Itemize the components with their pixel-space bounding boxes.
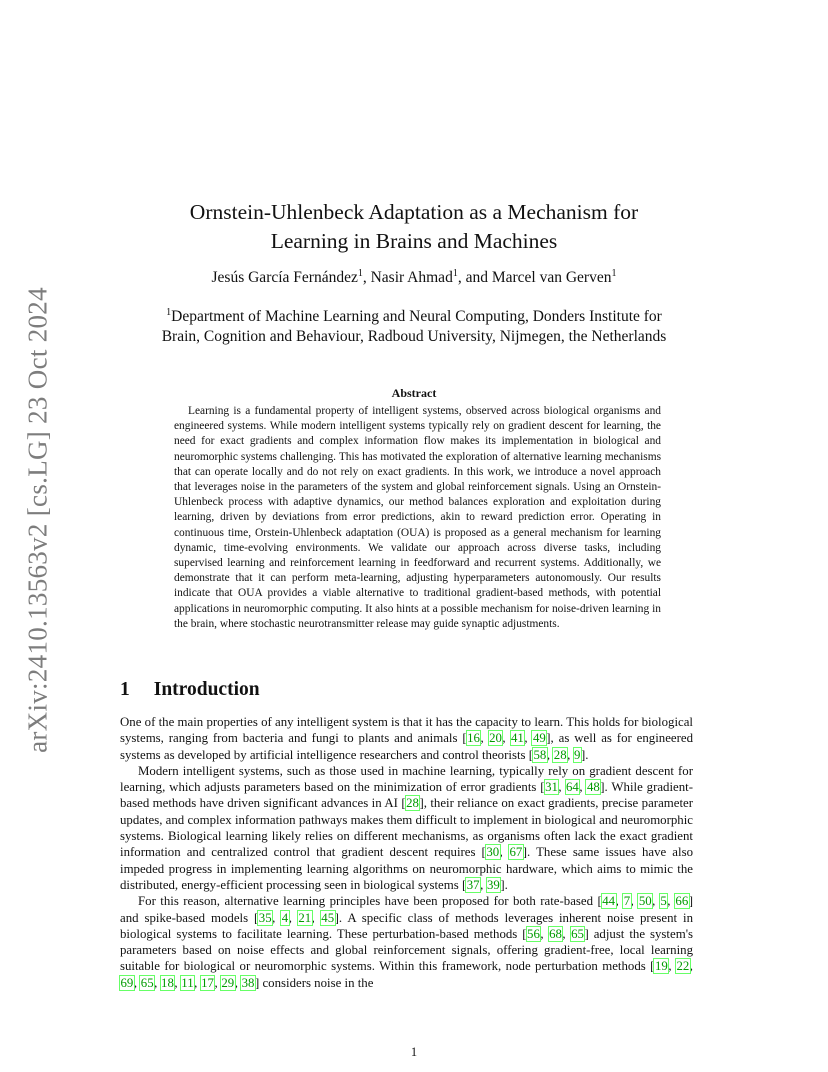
citation-link[interactable]: 9 — [574, 747, 581, 762]
intro-paragraph: For this reason, alternative learning principles have been proposed for both rate-based [44, 7, 50, 5, 66] and spike-based models [35, 4, 21, 45]. A specific class of methods leverages inherent noise present in biological systems to facilitate learning. These perturbation-based methods [56, 68, 65] adjust the system's parameters based on noise effects and global reinforcement signals, offering gradient-free, local learning suitable for biological or neuromorphic systems. Within this framework, node perturbation methods [19, 22, 69, 65, 18, 11, 17, 29, 38] considers noise in the — [120, 894, 694, 990]
author-separator: , — [362, 269, 371, 287]
intro-paragraph: One of the main properties of any intelligent system is that it has the capacity to learn. This holds for biological systems, ranging from bacteria and fungi to plants and animals [16, 20, 41, 49], as well as for engineered systems as developed by artificial intelligence researchers and control theorists [58, 28, 9]. — [120, 715, 693, 762]
citation-link[interactable]: 69 — [120, 975, 134, 990]
intro-paragraph: Modern intelligent systems, such as those used in machine learning, typically rely on gradient descent for learning, which adjusts parameters based on the minimization of error gradients [31, 64, 48]. While gradient-based methods have driven significant advances in AI [28], their reliance on exact gradients, precise parameter updates, and complex information pathways makes them difficult to implement in biological and neuromorphic systems. Biological learning likely relies on different mechanisms, as organisms often lack the exact gradient information and centralized control that gradient descent requires [30, 67]. These same issues have also impeded progress in implementing learning algorithms on neuromorphic hardware, which aims to mimic the distributed, energy-efficient processing seen in biological systems [37, 39]. — [120, 763, 694, 892]
citation-link[interactable]: 65 — [140, 975, 154, 990]
citation-link[interactable]: 35 — [258, 910, 272, 925]
citation-link[interactable]: 48 — [586, 780, 600, 795]
page-number: 1 — [410, 1045, 418, 1059]
affiliation-marker: 1 — [166, 307, 172, 318]
citation-link[interactable]: 67 — [509, 845, 523, 860]
citation-link[interactable]: 39 — [487, 877, 500, 892]
citation-link[interactable]: 5 — [660, 894, 667, 909]
paper-title — [120, 198, 708, 256]
citation-link[interactable]: 58 — [533, 747, 547, 762]
citation-link[interactable]: 37 — [466, 877, 480, 892]
section-title: Introduction — [153, 679, 260, 700]
citation-link[interactable]: 30 — [486, 845, 500, 860]
citation-link[interactable]: 56 — [527, 926, 540, 941]
affiliation-line-1: $^1$Department of Machine Learning and Neural Computing, Donders Institute for — [166, 307, 662, 326]
author-name: Jesús García Fernández — [211, 269, 358, 287]
citation-link[interactable]: 68 — [549, 926, 562, 941]
abstract-heading: Abstract — [391, 386, 437, 400]
author-name: Marcel van Gerven — [491, 269, 612, 287]
citation-link[interactable]: 50 — [638, 894, 652, 909]
citation-link[interactable]: 7 — [623, 894, 631, 909]
citation-link[interactable]: 64 — [566, 780, 579, 795]
affiliation — [110, 303, 718, 347]
citation-link[interactable]: 45 — [321, 910, 335, 925]
arxiv-identifier-stamp: arXiv:2410.13563v2 [cs.LG] 23 Oct 2024 — [22, 287, 53, 753]
author-separator: , and — [457, 269, 492, 287]
citation-link[interactable]: 20 — [489, 731, 502, 746]
author-name: Nasir Ahmad — [370, 269, 453, 287]
title-line-1: Ornstein-Uhlenbeck Adaptation as a Mechanism for — [189, 200, 639, 224]
citation-link[interactable]: 4 — [281, 910, 289, 925]
citation-link[interactable]: 66 — [675, 894, 689, 909]
citation-link[interactable]: 22 — [676, 959, 690, 974]
citation-link[interactable]: 65 — [571, 926, 584, 941]
section-number: 1 — [120, 679, 130, 700]
author-affil-marker: 1 — [611, 268, 617, 279]
citation-link[interactable]: 28 — [406, 796, 419, 811]
citation-link[interactable]: 49 — [532, 731, 546, 746]
citation-link[interactable]: 21 — [298, 910, 312, 925]
citation-link[interactable]: 17 — [201, 975, 214, 990]
citation-link[interactable]: 41 — [511, 731, 524, 746]
citation-link[interactable]: 16 — [467, 731, 480, 746]
author-list — [120, 268, 708, 287]
citation-link[interactable]: 29 — [221, 975, 235, 990]
citation-link[interactable]: 44 — [602, 894, 616, 909]
author-affil-marker: 1 — [452, 268, 458, 279]
citation-link[interactable]: 19 — [654, 959, 668, 974]
citation-link[interactable]: 31 — [545, 780, 558, 795]
title-line-2: Learning in Brains and Machines — [270, 229, 558, 253]
abstract-text: Learning is a fundamental property of intelligent systems, observed across biological organisms and engineered systems. While modern intelligent systems typically rely on gradient descent for learning, the need for exact gradients and complex information flow makes its implementation in biological and neuromorphic systems challenging. This has motivated the exploration of alternative learning mechanisms that can operate locally and do not rely on exact gradients. In this work, we introduce a novel approach that leverages noise in the parameters of the system and global reinforcement signals. Using an Ornstein-Uhlenbeck process with adaptive dynamics, our method balances exploration and exploitation during learning, driven by deviations from error predictions, akin to reward prediction error. Operating in continuous time, Orstein-Uhlenbeck adaptation (OUA) is proposed as a general mechanism for learning dynamic, time-evolving environments. We validate our approach across diverse tasks, including supervised learning and reinforcement learning in feedforward and recurrent systems. Additionally, we demonstrate that it can perform meta-learning, adjusting hyperparameters autonomously. Our results indicate that OUA provides a viable alternative to traditional gradient-based methods, with potential applications in neuromorphic computing. It also hints at a possible mechanism for noise-driven learning in the brain, where stochastic neurotransmitter release may guide synaptic adjustments. — [174, 405, 661, 630]
citation-link[interactable]: 11 — [181, 975, 194, 990]
affiliation-line-2: Brain, Cognition and Behaviour, Radboud University, Nijmegen, the Netherlands — [161, 328, 667, 346]
citation-link[interactable]: 28 — [553, 747, 567, 762]
citation-link[interactable]: 38 — [241, 975, 255, 990]
author-affil-marker: 1 — [357, 268, 363, 279]
section-heading — [120, 679, 260, 701]
introduction-body — [120, 714, 693, 991]
citation-link[interactable]: 18 — [161, 975, 174, 990]
